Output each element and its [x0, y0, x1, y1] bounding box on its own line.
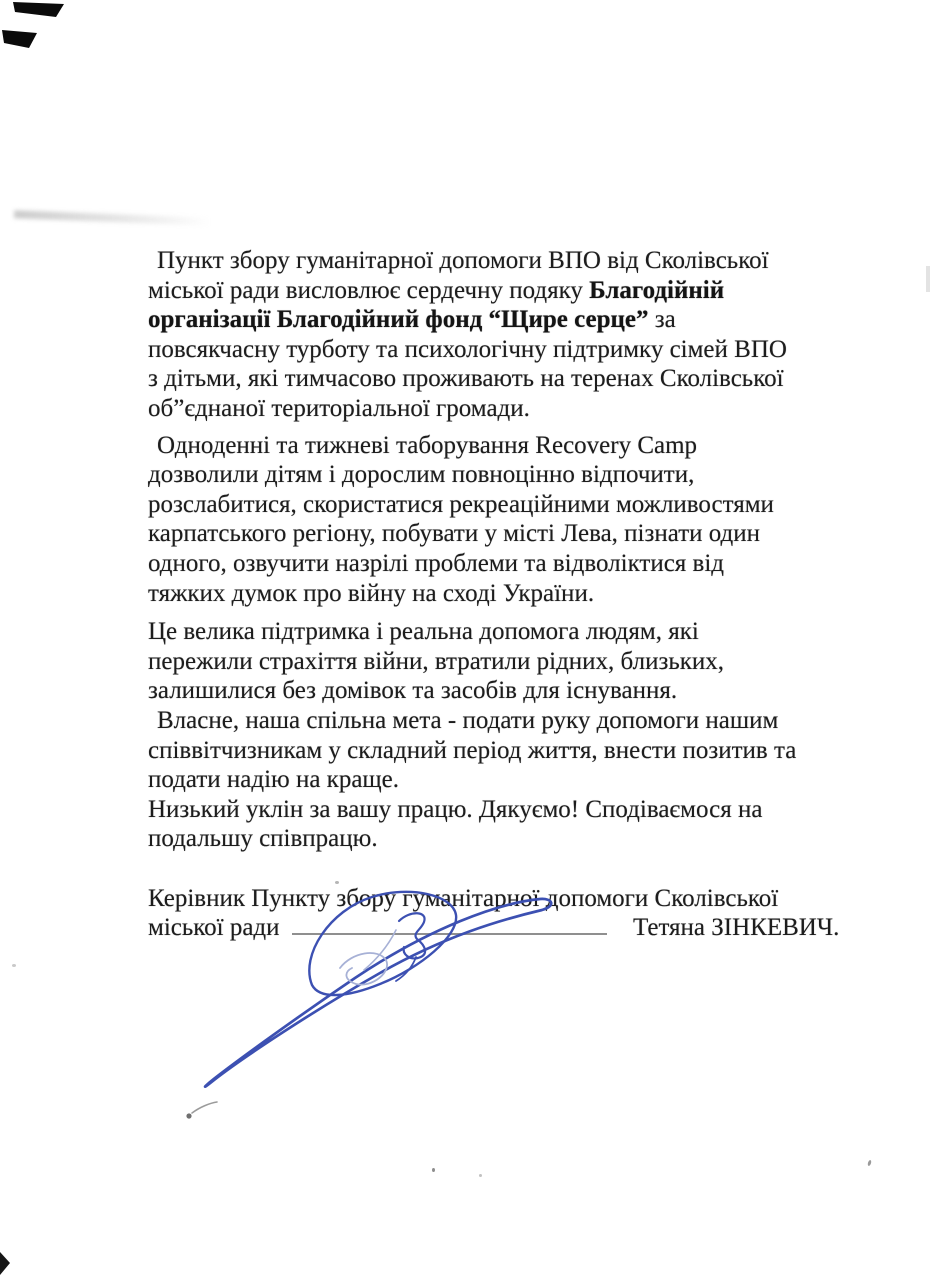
paragraph-gratitude-intro: [148, 246, 838, 424]
paragraph-thanks: [148, 795, 838, 854]
bold-text-segment: організації Благодійний фонд “Щире серце”: [148, 306, 649, 334]
text-segment: тяжких думок про війну на сході України.: [148, 579, 595, 607]
text-segment: пережили страхіття війни, втратили рідних, близьких,: [148, 647, 725, 675]
text-segment: повсякчасну турботу та психологічну підтримку сімей ВПО: [148, 335, 787, 363]
scan-speck: [432, 1168, 435, 1172]
text-segment: Керівник Пункту збору гуманітарної допомоги Сколівської: [148, 884, 779, 912]
corner-mark-bottom-icon: [0, 1252, 10, 1275]
pen-dot-artifact: [186, 1113, 191, 1118]
text-line: [148, 736, 838, 766]
text-line: [148, 676, 838, 706]
signature-blank-line: [292, 931, 607, 935]
text-segment: Одноденні та тижневі таборування Recovery Camp: [157, 431, 698, 459]
text-line: [148, 431, 838, 461]
text-line: [148, 305, 838, 335]
text-segment: за: [648, 306, 676, 334]
paragraph-support: [148, 617, 838, 706]
paragraph-recovery-camp: [148, 431, 838, 609]
text-segment: подальшу співпрацю.: [148, 825, 378, 853]
text-segment: Тетяна ЗІНКЕВИЧ.: [626, 914, 840, 942]
text-segment: подати надію на краще.: [148, 766, 400, 794]
text-line: [148, 394, 838, 424]
text-line: [148, 913, 838, 943]
text-line: [148, 884, 838, 914]
text-line: [148, 617, 838, 647]
text-line: [148, 490, 838, 520]
scan-speck: [479, 1174, 482, 1177]
text-segment: Власне, наша спільна мета - подати руку допомоги нашим: [157, 706, 779, 734]
text-line: [148, 647, 838, 677]
text-line: [148, 795, 838, 825]
text-segment: Пункт збору гуманітарної допомоги ВПО від Сколівської: [157, 247, 769, 274]
scan-speck: [335, 881, 339, 884]
text-line: [148, 579, 838, 609]
text-segment: залишилися без домівок та засобів для існування.: [148, 677, 678, 705]
scan-speck: [867, 1160, 872, 1167]
scan-streak-artifact: [14, 210, 210, 226]
text-line: [148, 706, 838, 736]
text-line: [148, 765, 838, 795]
corner-mark-second-icon: [2, 30, 37, 48]
text-segment: дозволили дітям і дорослим повноцінно відпочити,: [148, 461, 695, 489]
text-segment: Це велика підтримка і реальна допомога людям, які: [148, 618, 699, 646]
text-line: [148, 335, 838, 365]
text-segment: об”єднаної територіальної громади.: [148, 394, 530, 422]
letter-body: [148, 246, 838, 943]
bold-text-segment: Благодійній: [589, 276, 725, 304]
text-line: [148, 519, 838, 549]
text-segment: міської ради висловлює сердечну подяку: [148, 276, 590, 304]
text-segment: з дітьми, які тимчасово проживають на теренах Сколівської: [148, 365, 784, 393]
text-line: [148, 460, 838, 490]
text-segment: одного, озвучити назрілі проблеми та відволіктися від: [148, 549, 725, 577]
text-line: [148, 246, 838, 276]
paragraph-signature-block: [148, 884, 838, 943]
paragraph-common-goal: [148, 706, 838, 795]
text-segment: розслабитися, скористатися рекреаційними можливостями: [148, 490, 774, 518]
text-segment: карпатського регіону, побувати у місті Лева, пізнати один: [148, 520, 760, 548]
text-line: [148, 824, 838, 854]
text-segment: співвітчизникам у складний період життя, внести позитив та: [148, 736, 797, 764]
text-segment: Низький уклін за вашу працю. Дякуємо! Сподіваємося на: [148, 795, 763, 823]
text-line: [148, 549, 838, 579]
text-segment: міської ради: [148, 914, 286, 942]
corner-mark-top-icon: [13, 2, 64, 17]
scan-speck: [12, 964, 16, 967]
text-line: [148, 276, 838, 306]
text-line: [148, 364, 838, 394]
